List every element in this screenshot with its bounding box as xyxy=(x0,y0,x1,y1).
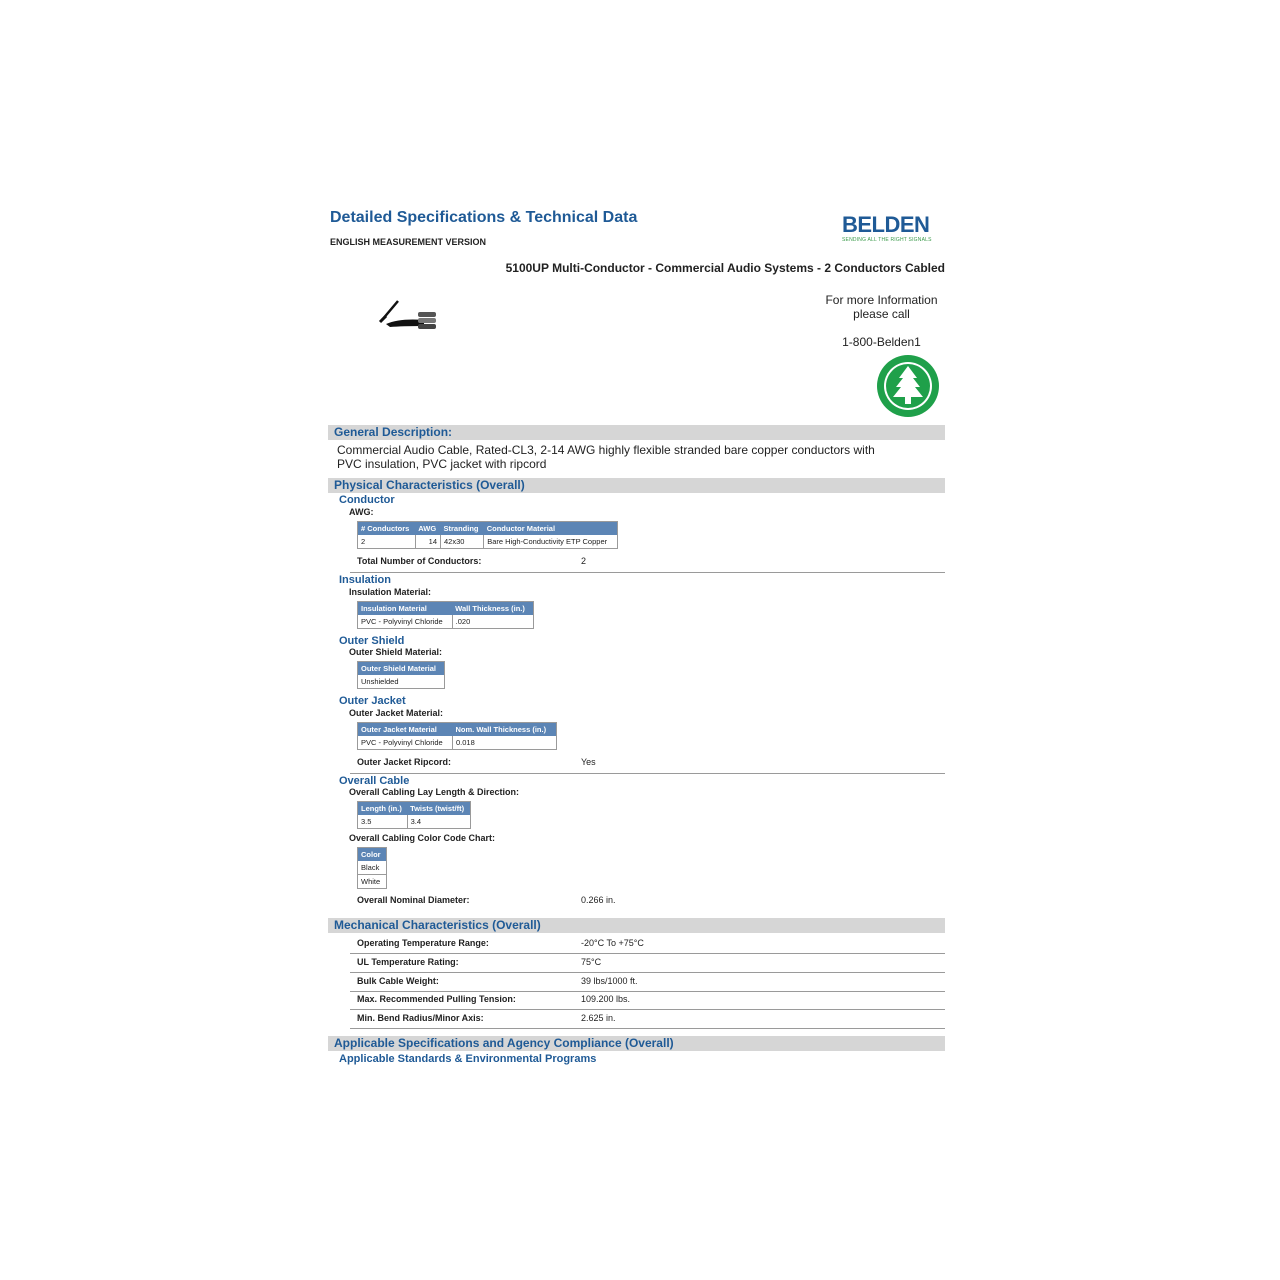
physical-characteristics-band xyxy=(328,478,945,493)
conductor-heading: Conductor xyxy=(339,494,395,506)
table-header: Wall Thickness (in.) xyxy=(452,602,533,616)
table-row xyxy=(358,861,387,875)
general-description-text: Commercial Audio Cable, Rated-CL3, 2-14 AWG highly flexible stranded bare copper conductors with PVC insulation, PVC jacket with ripcord xyxy=(337,443,875,471)
divider xyxy=(350,773,945,774)
divider xyxy=(350,1009,945,1010)
table-row xyxy=(358,875,387,889)
table-header: # Conductors xyxy=(358,522,416,536)
page-title: Detailed Specifications & Technical Data xyxy=(330,209,638,226)
outer-shield-table xyxy=(357,661,445,689)
table-header: Twists (twist/ft) xyxy=(407,802,470,816)
product-title: 5100UP Multi-Conductor - Commercial Audio Systems - 2 Conductors Cabled xyxy=(505,261,945,275)
mech-row-label: Min. Bend Radius/Minor Axis: xyxy=(357,1013,484,1023)
overall-cable-heading: Overall Cable xyxy=(339,775,410,787)
mechanical-characteristics-heading: Mechanical Characteristics (Overall) xyxy=(334,918,541,932)
nominal-diameter-value: 0.266 in. xyxy=(581,895,616,905)
lay-length-label: Overall Cabling Lay Length & Direction: xyxy=(349,787,520,797)
standards-subheading: Applicable Standards & Environmental Programs xyxy=(339,1053,597,1065)
table-header: Insulation Material xyxy=(358,602,453,616)
contact-info xyxy=(815,293,948,321)
color-code-table xyxy=(357,847,387,889)
divider xyxy=(350,572,945,573)
table-header: Stranding xyxy=(441,522,484,536)
divider xyxy=(350,953,945,954)
table-cell: Black xyxy=(358,861,387,875)
table-header: Color xyxy=(358,848,387,862)
belden-logo xyxy=(842,213,932,243)
general-description-heading: General Description: xyxy=(334,425,453,439)
table-row xyxy=(358,675,445,689)
logo-wordmark: BELDEN xyxy=(842,212,930,237)
lay-length-table xyxy=(357,801,471,829)
outer-jacket-material-label: Outer Jacket Material: xyxy=(349,708,444,718)
table-header: Conductor Material xyxy=(484,522,618,536)
table-cell: .020 xyxy=(452,615,533,629)
outer-shield-heading: Outer Shield xyxy=(339,635,405,647)
table-row xyxy=(358,815,471,829)
mech-row-value: 2.625 in. xyxy=(581,1013,616,1023)
ripcord-label: Outer Jacket Ripcord: xyxy=(357,757,452,767)
logo-tagline: SENDING ALL THE RIGHT SIGNALS xyxy=(842,237,932,243)
phone-number[interactable]: 1-800-Belden1 xyxy=(842,335,921,349)
table-cell: White xyxy=(358,875,387,889)
table-cell: Bare High-Conductivity ETP Copper xyxy=(484,535,618,549)
table-cell: PVC - Polyvinyl Chloride xyxy=(358,736,453,750)
mech-row-label: Bulk Cable Weight: xyxy=(357,976,439,986)
insulation-heading: Insulation xyxy=(339,574,391,586)
mech-row-label: UL Temperature Rating: xyxy=(357,957,459,967)
table-header: Outer Shield Material xyxy=(358,662,445,676)
nominal-diameter-label: Overall Nominal Diameter: xyxy=(357,895,470,905)
table-cell: 14 xyxy=(415,535,440,549)
outer-jacket-heading: Outer Jacket xyxy=(339,695,406,707)
conductor-table xyxy=(357,521,618,549)
table-cell: 3.4 xyxy=(407,815,470,829)
color-code-label: Overall Cabling Color Code Chart: xyxy=(349,833,496,843)
divider xyxy=(350,1028,945,1029)
table-row xyxy=(358,736,557,750)
total-conductors-label: Total Number of Conductors: xyxy=(357,556,482,566)
table-row xyxy=(358,615,534,629)
cable-image xyxy=(378,298,442,332)
measurement-version: ENGLISH MEASUREMENT VERSION xyxy=(330,237,487,247)
mech-row-value: 39 lbs/1000 ft. xyxy=(581,976,638,986)
contact-line-2: please call xyxy=(853,307,910,321)
table-cell: 0.018 xyxy=(453,736,557,750)
table-header: Length (in.) xyxy=(358,802,408,816)
ripcord-value: Yes xyxy=(581,757,596,767)
contact-line-1: For more Information xyxy=(825,293,938,307)
divider xyxy=(350,972,945,973)
outer-shield-material-label: Outer Shield Material: xyxy=(349,647,443,657)
awg-label: AWG: xyxy=(349,507,374,517)
mech-row-label: Operating Temperature Range: xyxy=(357,938,489,948)
divider xyxy=(350,991,945,992)
mech-row-label: Max. Recommended Pulling Tension: xyxy=(357,994,516,1004)
compliance-heading: Applicable Specifications and Agency Compliance (Overall) xyxy=(334,1036,674,1050)
table-row xyxy=(358,535,618,549)
general-description-band xyxy=(328,425,945,440)
mech-row-value: 75°C xyxy=(581,957,602,967)
table-cell: Unshielded xyxy=(358,675,445,689)
total-conductors-value: 2 xyxy=(581,556,587,566)
mech-row-value: -20°C To +75°C xyxy=(581,938,644,948)
table-cell: 42x30 xyxy=(441,535,484,549)
compliance-band xyxy=(328,1036,945,1051)
insulation-material-label: Insulation Material: xyxy=(349,587,432,597)
table-cell: PVC - Polyvinyl Chloride xyxy=(358,615,453,629)
table-header: Nom. Wall Thickness (in.) xyxy=(453,723,557,737)
table-cell: 2 xyxy=(358,535,416,549)
insulation-table xyxy=(357,601,534,629)
outer-jacket-table xyxy=(357,722,557,750)
table-header: Outer Jacket Material xyxy=(358,723,453,737)
table-header: AWG xyxy=(415,522,440,536)
mech-row-value: 109.200 lbs. xyxy=(581,994,631,1004)
mechanical-characteristics-band xyxy=(328,918,945,933)
rohs-compliant-badge xyxy=(876,354,940,418)
physical-characteristics-heading: Physical Characteristics (Overall) xyxy=(334,478,525,492)
table-cell: 3.5 xyxy=(358,815,408,829)
